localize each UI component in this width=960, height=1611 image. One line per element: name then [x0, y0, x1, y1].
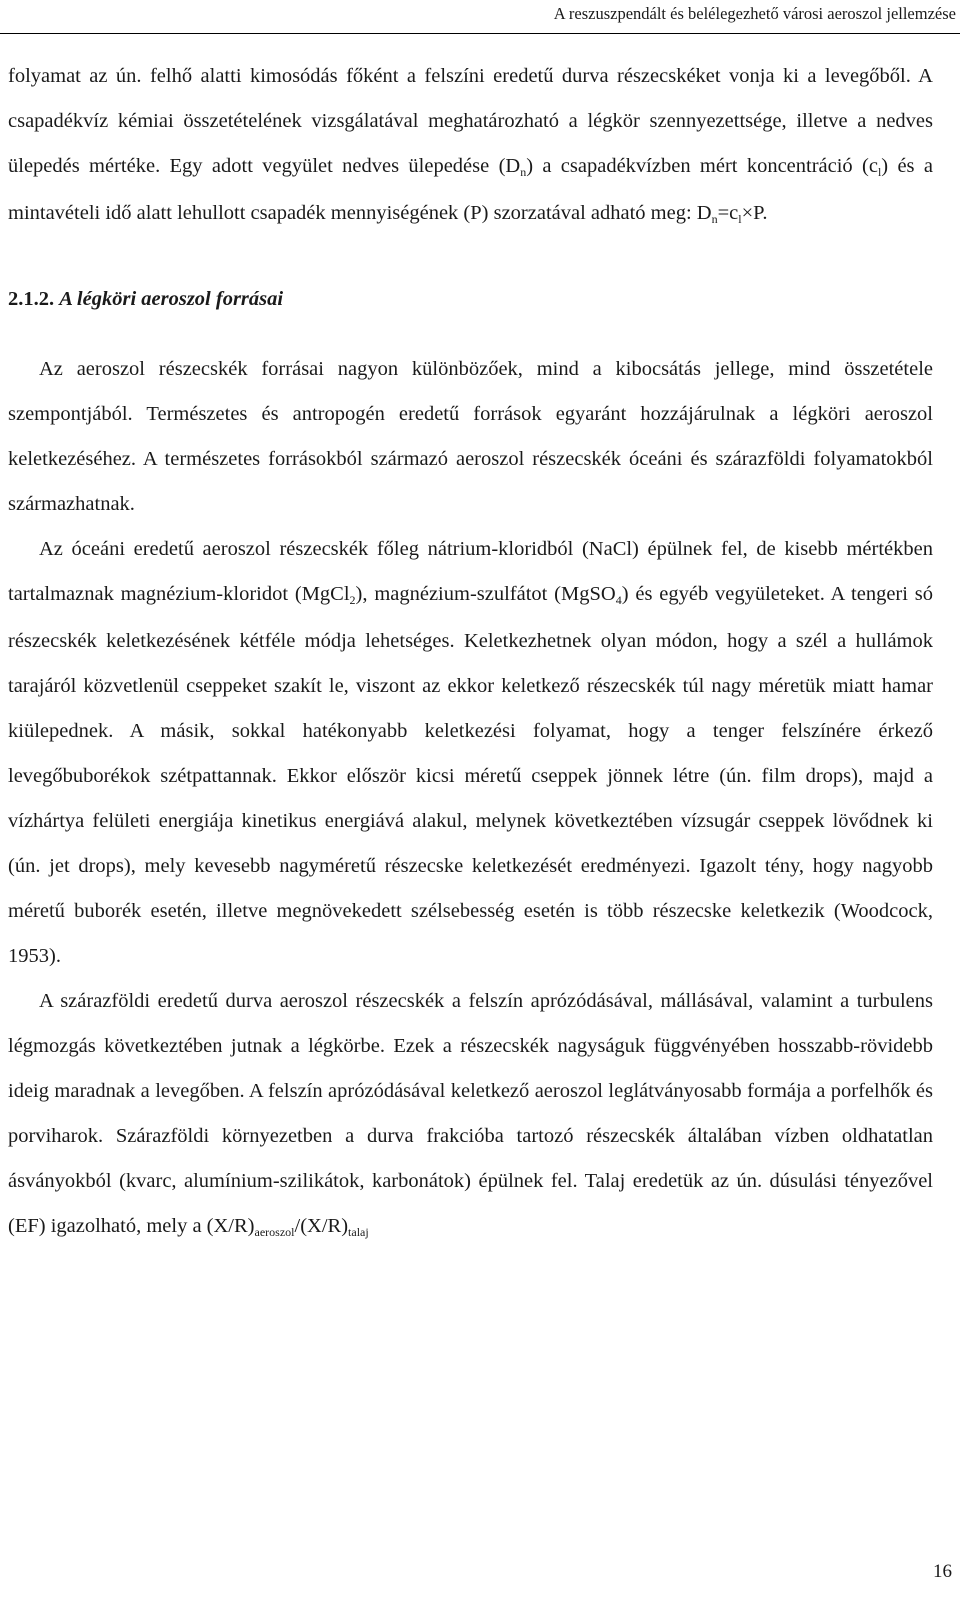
paragraph-wet-deposition: folyamat az ún. felhő alatti kimosódás főként a felszíni eredetű durva részecskéket vonja ki a levegőből. A csapadékvíz kémiai összetételének vizsgálatával meghatározható a légkör szennyezettsége, illetve a nedves ülepedés mértéke. Egy adott vegyület nedves ülepedése $(D_n)$ a csapadékvízben mért koncentráció $(c_l)$ és a mintavételi idő alatt lehullott csapadék mennyiségének (P) szorzatával adható meg: $D_n=c_l\times P$.	[8, 65, 933, 226]
page-body	[8, 54, 933, 1251]
running-header	[0, 0, 960, 34]
section-number: 2.1.2.	[8, 288, 55, 310]
page-number: 16	[933, 1561, 952, 1582]
paragraph-oceanic-aerosol: Az óceáni eredetű aeroszol részecskék főleg nátrium-kloridból (NaCl) épülnek fel, de kisebb mértékben tartalmaznak magnézium-kloridot (MgCl$_2$), magnézium-szulfátot (MgSO$_4$) és egyéb vegyületeket. A tengeri só részecskék keletkezésének kétféle módja lehetséges. Keletkezhetnek olyan módon, hogy a szél a hullámok tarajáról közvetlenül cseppeket szakít le, viszont az ekkor keletkező részecskék túl nagy méretük miatt hamar kiülepednek. A másik, sokkal hatékonyabb keletkezési folyamat, hogy a tenger felszínére érkező levegőbuborékok szétpattannak. Ekkor először kicsi méretű cseppek jönnek létre (ún. film drops), majd a vízhártya felületi energiája kinetikus energiává alakul, melynek következtében vízsugár cseppek lövődnek ki (ún. jet drops), mely kevesebb nagyméretű részecske keletkezését eredményezi. Igazolt tény, hogy nagyobb méretű buborék esetén, illetve megnövekedett szélsebesség esetén is több részecske keletkezik (Woodcock, 1953).	[8, 538, 934, 967]
running-title: A reszuszpendált és belélegezhető városi aeroszol jellemzése	[553, 4, 956, 23]
paragraph-continental-aerosol: A szárazföldi eredetű durva aeroszol részecskék a felszín aprózódásával, mállásával, valamint a turbulens légmozgás következtében jutnak a légkörbe. Ezek a részecskék nagyságuk függvényében hosszabb-rövidebb ideig maradnak a levegőben. A felszín aprózódásával keletkező aeroszol leglátványosabb formája a porfelhők és porviharok. Szárazföldi környezetben a durva frakcióba tartozó részecskék általában vízben oldhatatlan ásványokból (kvarc, alumínium-szilikátok, karbonátok) épülnek fel. Talaj eredetük az ún. dúsulási tényezővel (EF) igazolható, mely a $(X/R)_{aeroszol}/(X/R)_{talaj}$	[8, 990, 933, 1239]
section-title: A légköri aeroszol forrásai	[59, 288, 284, 310]
section-heading	[8, 284, 933, 314]
paragraph-sources-intro: Az aeroszol részecskék forrásai nagyon különbözőek, mind a kibocsátás jellege, mind összetétele szempontjából. Természetes és antropogén eredetű források egyaránt hozzájárulnak a légköri aeroszol keletkezéséhez. A természetes forrásokból származó aeroszol részecskék óceáni és szárazföldi folyamatokból származhatnak.	[8, 358, 933, 515]
